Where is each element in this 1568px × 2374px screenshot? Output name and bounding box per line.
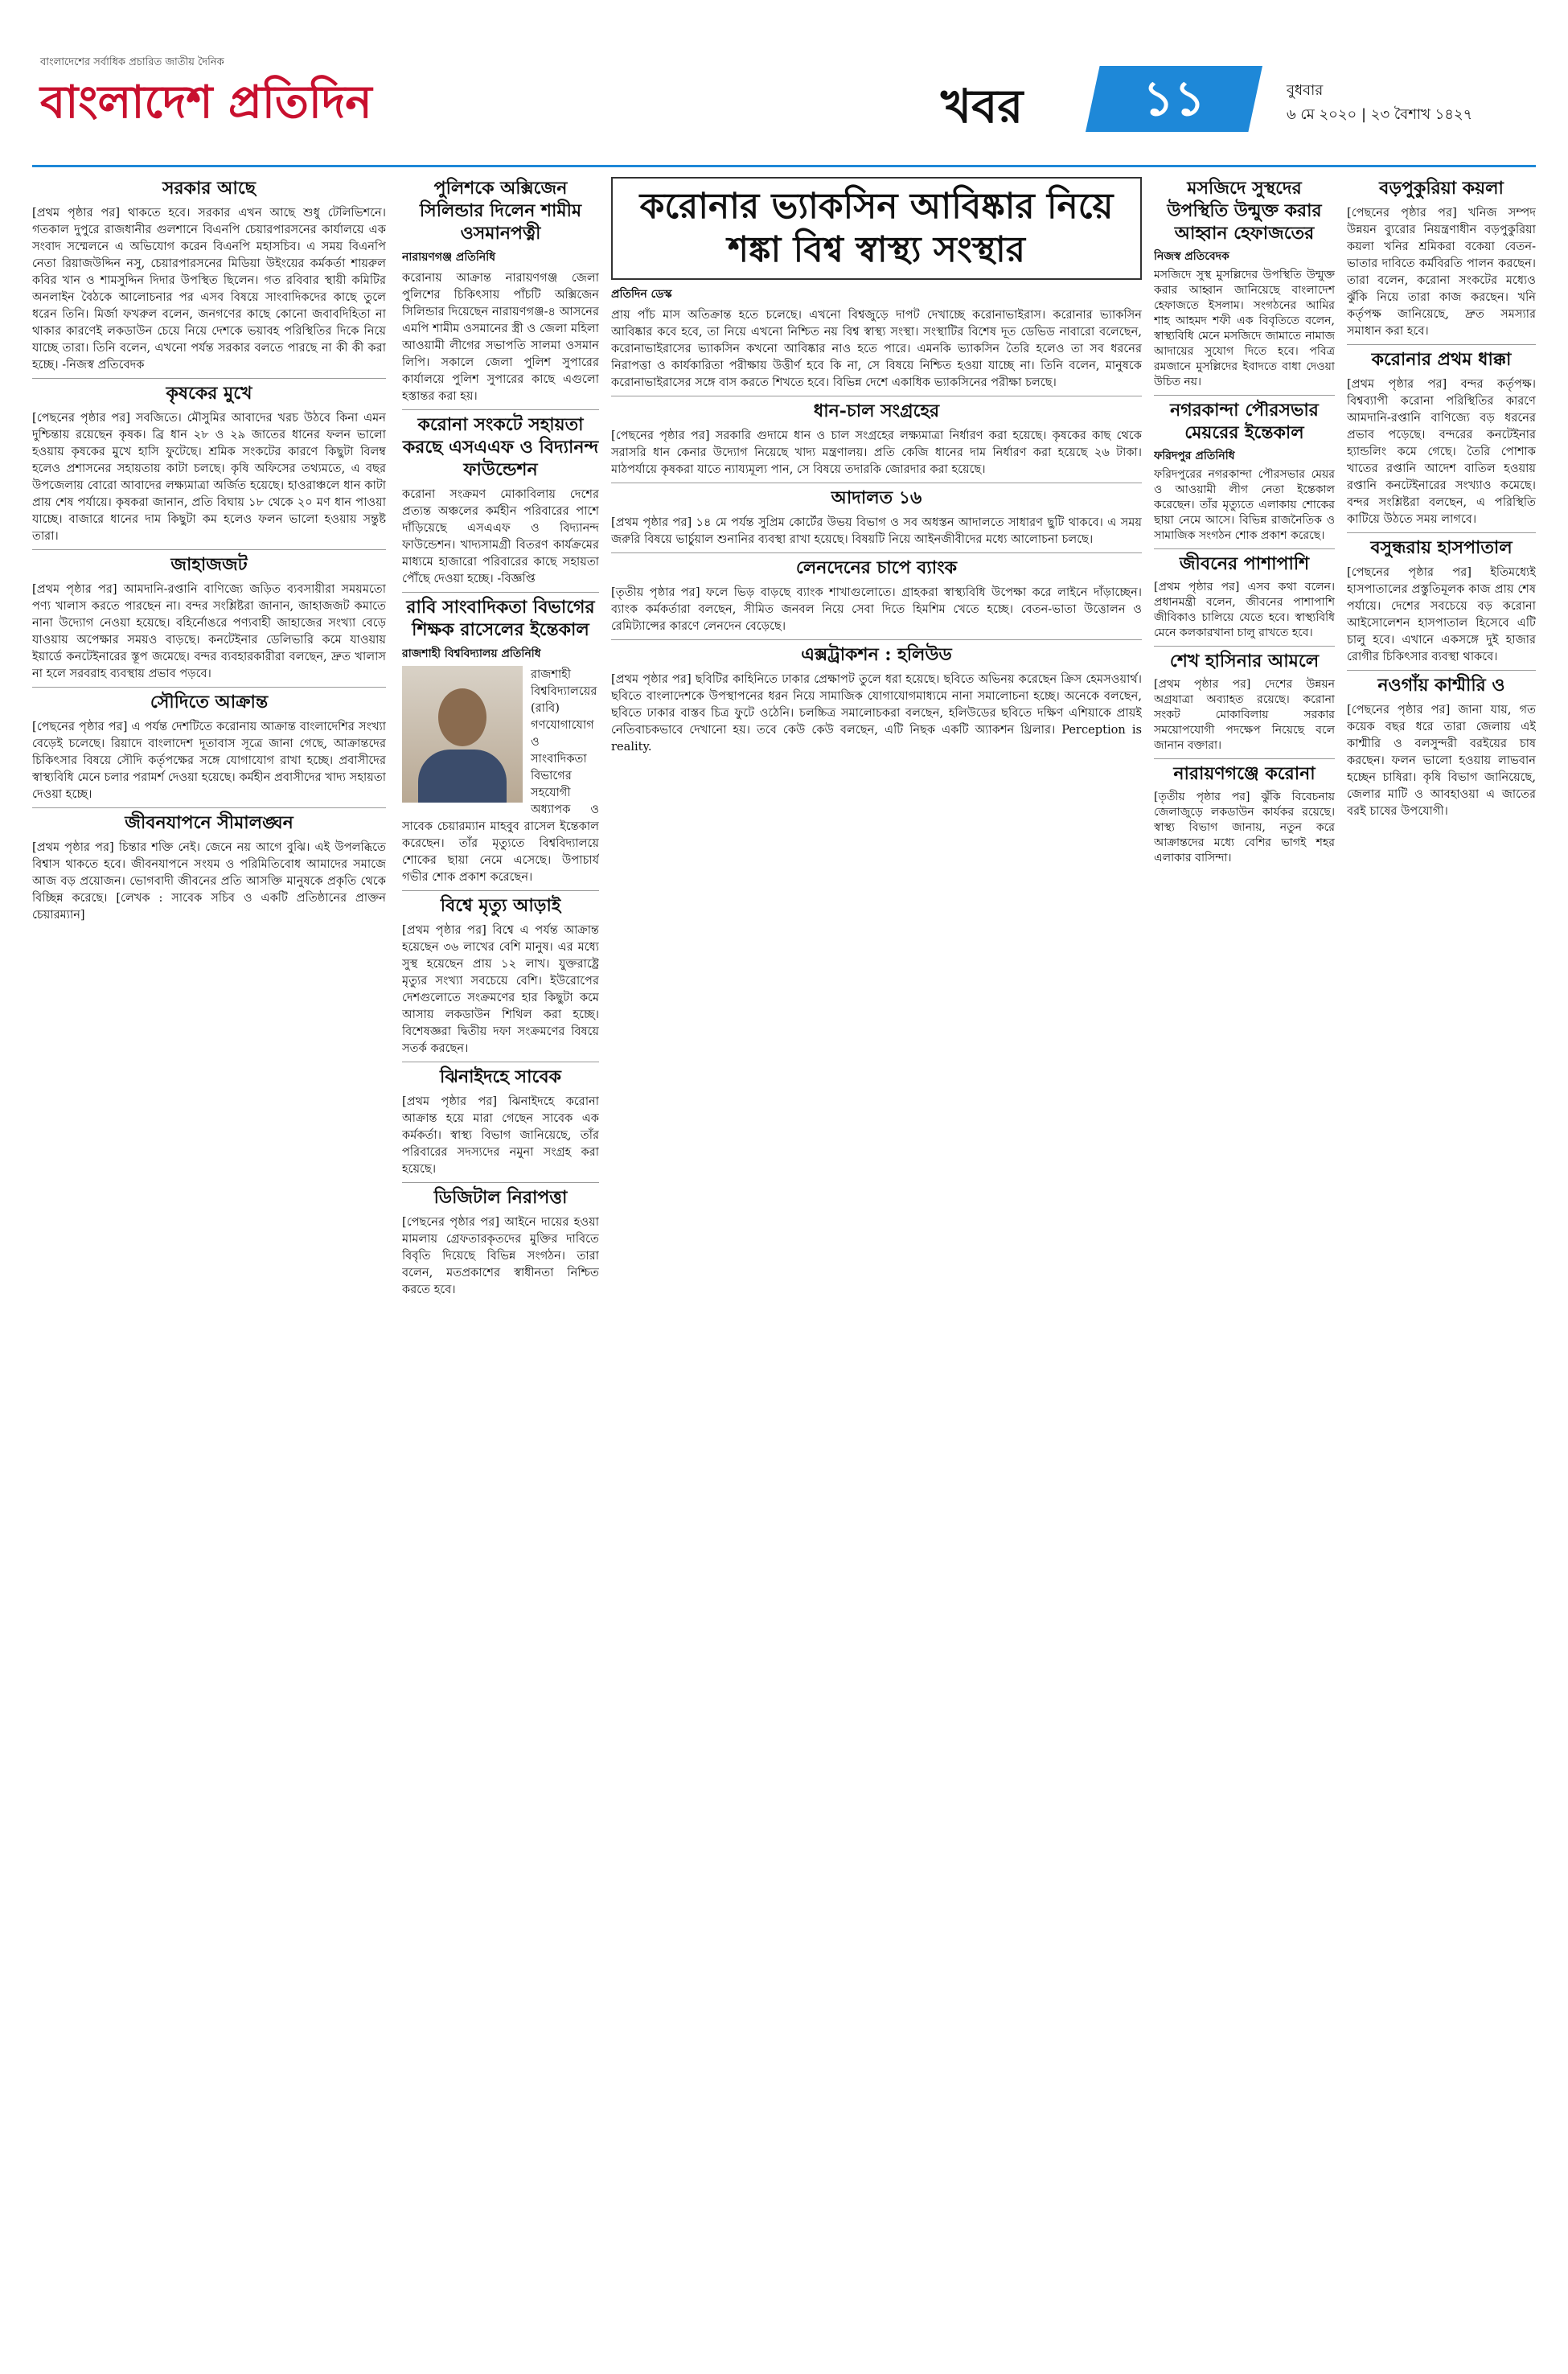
- column-5: [1347, 177, 1536, 2348]
- portrait-photo: [402, 666, 523, 803]
- headline-boropukuria[interactable]: বড়পুকুরিয়া কয়লা: [1379, 178, 1504, 199]
- article-body: করোনা সংক্রমণ মোকাবিলায় দেশের প্রত্যন্ত অঞ্চলের কর্মহীন পরিবারের পাশে দাঁড়িয়েছে এসএএফ ও বিদ্যানন্দ ফাউন্ডেশন। খাদ্যসামগ্রী বিতরণ কার্যক্রমের মাধ্যমে হাজারো পরিবারের কাছে সহায়তা পৌঁছে দেওয়া হচ্ছে। -বিজ্ঞপ্তি: [402, 487, 599, 585]
- headline-saf-foundation[interactable]: করোনা সংকটে সহায়তা করছে এসএএফ ও বিদ্যানন্দ ফাউন্ডেশন: [402, 409, 599, 481]
- masthead-rule: [32, 165, 1536, 167]
- article-body: মসজিদে সুস্থ মুসল্লিদের উপস্থিতি উন্মুক্ত করার আহ্বান জানিয়েছে বাংলাদেশ হেফাজতে ইসলাম। সংগঠনের আমির শাহ আহমদ শফী এক বিবৃতিতে বলেন, স্বাস্থ্যবিধি মেনে মসজিদে জামাতে নামাজ আদায়ের সুযোগ দিতে হবে। পবিত্র রমজানে মুসল্লিদের ইবাদতে বাধা দেওয়া উচিত নয়।: [1154, 269, 1335, 388]
- byline: নারায়ণগঞ্জ প্রতিনিধি: [402, 251, 496, 264]
- article-body: [পেছনের পৃষ্ঠার পর] খনিজ সম্পদ উন্নয়ন ব্যুরোর নিয়ন্ত্রণাধীন বড়পুকুরিয়া কয়লা খনির শ্রমিকরা বকেয়া বেতন-ভাতার দাবিতে কর্মবিরতি পালন করছেন। তারা বলেন, করোনা সংকটের মধ্যেও ঝুঁকি নিয়ে তারা কাজ করছেন। খনি কর্তৃপক্ষ জানিয়েছে, দ্রুত সমস্যার সমাধান করা হবে।: [1347, 206, 1536, 338]
- headline-rabi-teacher[interactable]: রাবি সাংবাদিকতা বিভাগের শিক্ষক রাসেলের ইন্তেকাল: [402, 592, 599, 641]
- article-body: [তৃতীয় পৃষ্ঠার পর] ফলে ভিড় বাড়ছে ব্যাংক শাখাগুলোতে। গ্রাহকরা স্বাস্থ্যবিধি উপেক্ষা করে লাইনে দাঁড়াচ্ছেন। ব্যাংক কর্মকর্তারা বলছেন, সীমিত জনবল নিয়ে সেবা দিতে হিমশিম খেতে হচ্ছে। বেতন-ভাতা উত্তোলন ও রেমিট্যান্সের কারণে লেনদেন বেড়েছে।: [611, 585, 1142, 633]
- article-body: [প্রথম পৃষ্ঠার পর] দেশের উন্নয়ন অগ্রযাত্রা অব্যাহত রয়েছে। করোনা সংকট মোকাবিলায় সরকার সময়োপযোগী পদক্ষেপ নিয়েছে বলে জানান বক্তারা।: [1154, 678, 1335, 752]
- headline-krishoker-mukhe[interactable]: কৃষকের মুখে: [32, 378, 386, 405]
- column-3: [611, 177, 1142, 2348]
- headline-sheikh-hasina[interactable]: শেখ হাসিনার আমলে: [1154, 646, 1335, 672]
- headline-bishwe-mrittu[interactable]: বিশ্বে মৃত্যু আড়াই: [402, 890, 599, 917]
- article-body: [প্রথম পৃষ্ঠার পর] থাকতে হবে। সরকার এখন আছে শুধু টেলিভিশনে। গতকাল দুপুরে রাজধানীর গুলশানে বিএনপি চেয়ারপারসনের কার্যালয়ে এক সংবাদ সম্মেলনে এ অভিযোগ করেন বিএনপি মহাসচিব। এ সময় বিএনপি নেতা রিয়াজউদ্দিন নসু, চেয়ারপারসনের মিডিয়া উইংয়ের কর্মকর্তা শায়রুল কবির খান ও শামসুদ্দিন দিদার উপস্থিত ছিলেন। গত রবিবার স্থায়ী কমিটির অনলাইন বৈঠকে আলোচনার পর এসব বিষয়ে সাংবাদিকদের কাছে তুলে ধরেন তিনি। মির্জা ফখরুল বলেন, জনগণের কাছে কোনো জবাবদিহিতা না থাকার কারণেই লকডাউন চেয়ে নিয়ে দেশকে ভয়াবহ পরিস্থিতির দিকে নিয়ে যাচ্ছে তারা। তিনি বলেন, এখনো পর্যন্ত সরকার বলতে পারছে না কী কী করা হচ্ছে। -নিজস্ব প্রতিবেদক: [32, 206, 386, 372]
- headline-adalot[interactable]: আদালত ১৬: [611, 483, 1142, 509]
- article-body: রাজশাহী বিশ্ববিদ্যালয়ের (রাবি) গণযোগাযোগ ও সাংবাদিকতা বিভাগের সহযোগী অধ্যাপক ও সাবেক চেয়ারম্যান মাহবুব রাসেল ইন্তেকাল করেছেন। তাঁর মৃত্যুতে বিশ্ববিদ্যালয়ে শোকের ছায়া নেমে এসেছে। উপাচার্য গভীর শোক প্রকাশ করেছেন।: [402, 667, 599, 884]
- article-body: [প্রথম পৃষ্ঠার পর] বন্দর কর্তৃপক্ষ। বিশ্বব্যাপী করোনা পরিস্থিতির কারণে আমদানি-রপ্তানি বাণিজ্যে বড় ধরনের প্রভাব পড়েছে। বন্দরের কনটেইনার হ্যান্ডলিং কমে গেছে। তৈরি পোশাক খাতের রপ্তানি আদেশ বাতিল হওয়ায় রপ্তানি কনটেইনারের সংখ্যাও কমেছে। বন্দর সংশ্লিষ্টরা বলছেন, এ পরিস্থিতি কাটিয়ে উঠতে সময় লাগবে।: [1347, 377, 1536, 526]
- weekday: বুধবার: [1287, 82, 1324, 99]
- lead-headline[interactable]: করোনার ভ্যাকসিন আবিষ্কার নিয়ে শঙ্কা বিশ্ব স্বাস্থ্য সংস্থার: [639, 186, 1114, 270]
- article-body: [প্রথম পৃষ্ঠার পর] ছবিটির কাহিনিতে ঢাকার প্রেক্ষাপট তুলে ধরা হয়েছে। ছবিতে অভিনয় করেছেন ক্রিস হেমসওয়ার্থ। ছবিতে বাংলাদেশকে উপস্থাপনের ধরন নিয়ে সামাজিক যোগাযোগমাধ্যমে নানা সমালোচনা হচ্ছে। অনেকে বলছেন, ছবিতে ঢাকার বাস্তব চিত্র ফুটে ওঠেনি। চলচ্চিত্র সমালোচকরা বলছেন, হলিউডের ছবিতে দক্ষিণ এশিয়াকে প্রায়ই নেতিবাচকভাবে দেখানো হয়। তবে কেউ কেউ বলছেন, এটি নিছক একটি অ্যাকশন থ্রিলার। Perception is reality.: [611, 672, 1142, 754]
- byline: নিজস্ব প্রতিবেদক: [1154, 250, 1229, 263]
- article-body: [প্রথম পৃষ্ঠার পর] ঝিনাইদহে করোনা আক্রান্ত হয়ে মারা গেছেন সাবেক এক কর্মকর্তা। স্বাস্থ্য বিভাগ জানিয়েছে, তাঁর পরিবারের সদস্যদের নমুনা সংগ্রহ করা হয়েছে।: [402, 1095, 599, 1176]
- article-body: [পেছনের পৃষ্ঠার পর] জানা যায়, গত কয়েক বছর ধরে তারা জেলায় এই কাশ্মীরি ও বলসুন্দরী বরইয়ের চাষ করছেন। ফলন ভালো হওয়ায় লাভবান হচ্ছেন চাষিরা। কৃষি বিভাগ জানিয়েছে, জেলার মাটি ও আবহাওয়া এ জাতের বরই চাষের উপযোগী।: [1347, 703, 1536, 818]
- masthead: [32, 48, 1536, 169]
- headline-narayanganj-corona[interactable]: নারায়ণগঞ্জে করোনা: [1154, 758, 1335, 785]
- headline-jiboner-pashapashi[interactable]: জীবনের পাশাপাশি: [1154, 548, 1335, 575]
- section-title: খবর: [941, 79, 1024, 133]
- headline-oxygen-cylinder[interactable]: পুলিশকে অক্সিজেন সিলিন্ডার দিলেন শামীম ওসমানপত্নী: [419, 178, 582, 244]
- column-2: [402, 177, 599, 2348]
- byline: রাজশাহী বিশ্ববিদ্যালয় প্রতিনিধি: [402, 647, 541, 660]
- headline-jahajjot[interactable]: জাহাজজট: [32, 549, 386, 576]
- article-body: [তৃতীয় পৃষ্ঠার পর] ঝুঁকি বিবেচনায় জেলাজুড়ে লকডাউন কার্যকর রয়েছে। স্বাস্থ্য বিভাগ জানায়, নতুন করে আক্রান্তদের মধ্যে বেশির ভাগই শহর এলাকার বাসিন্দা।: [1154, 791, 1335, 865]
- lead-story-box: [611, 177, 1142, 280]
- headline-bashundhara-hospital[interactable]: বসুন্ধরায় হাসপাতাল: [1347, 532, 1536, 559]
- page-number: ১১: [1143, 71, 1205, 127]
- article-body: করোনায় আক্রান্ত নারায়ণগঞ্জ জেলা পুলিশের চিকিৎসায় পাঁচটি অক্সিজেন সিলিন্ডার দিয়েছেন নারায়ণগঞ্জ-৪ আসনের এমপি শামীম ওসমানের স্ত্রী ও জেলা মহিলা আওয়ামী লীগের সভাপতি সালমা ওসমান লিপি। সকালে জেলা পুলিশ সুপারের কার্যালয়ে পুলিশ সুপারের কাছে এগুলো হস্তান্তর করা হয়।: [402, 271, 599, 403]
- article-body: [প্রথম পৃষ্ঠার পর] ১৪ মে পর্যন্ত সুপ্রিম কোর্টের উভয় বিভাগ ও সব অধস্তন আদালতে সাধারণ ছুটি থাকবে। এ সময় জরুরি বিষয়ে ভার্চুয়াল শুনানির ব্যবস্থা রাখা হয়েছে। বিষয়টি নিয়ে আইনজীবীদের মধ্যে আলোচনা চলছে।: [611, 515, 1142, 546]
- article-body: [পেছনের পৃষ্ঠার পর] আইনে দায়ের হওয়া মামলায় গ্রেফতারকৃতদের মুক্তির দাবিতে বিবৃতি দিয়েছে বিভিন্ন সংগঠন। তারা বলেন, মতপ্রকাশের স্বাধীনতা নিশ্চিত করতে হবে।: [402, 1215, 599, 1296]
- headline-jibonjapone[interactable]: জীবনযাপনে সীমালঙ্ঘন: [32, 807, 386, 834]
- article-body: প্রায় পাঁচ মাস অতিক্রান্ত হতে চলেছে। এখনো বিশ্বজুড়ে দাপট দেখাচ্ছে করোনাভাইরাস। করোনার ভ্যাকসিন আবিষ্কার কবে হবে, তা নিয়ে এখনো নিশ্চিত নয় বিশ্ব স্বাস্থ্য সংস্থা। সংস্থাটির বিশেষ দূত ডেভিড নাবারো বলেছেন, করোনাভাইরাসের ভ্যাকসিন কখনো আবিষ্কার নাও হতে পারে। এমনকি ভ্যাকসিন তৈরি হলেও তা সব ধরনের নিরাপত্তা ও কার্যকারিতা পরীক্ষায় উত্তীর্ণ হবে কি না, সে বিষয়ে নিশ্চিত হওয়া যাচ্ছে না। তিনি বলেন, মানুষকে করোনাভাইরাসের সঙ্গে বাস করতে শিখতে হবে। বিভিন্ন দেশে একাধিক ভ্যাকসিনের পরীক্ষা চলছে।: [611, 308, 1142, 389]
- article-body: [প্রথম পৃষ্ঠার পর] চিন্তার শক্তি নেই। জেনে নয় আগে বুঝি। এই উপলব্ধিতে বিশ্বাস থাকতে হবে। জীবনযাপনে সংযম ও পরিমিতিবোধ আমাদের সমাজে আজ বড় প্রয়োজন। ভোগবাদী জীবনের প্রতি আসক্তি মানুষকে প্রকৃতি থেকে বিচ্ছিন্ন করেছে। [লেখক : সাবেক সচিব ও একটি প্রতিষ্ঠানের প্রাক্তন চেয়ারম্যান]: [32, 840, 386, 922]
- issue-date: ৬ মে ২০২০ | ২৩ বৈশাখ ১৪২৭: [1287, 106, 1473, 123]
- headline-saudite-akranto[interactable]: সৌদিতে আক্রান্ত: [32, 687, 386, 713]
- logo-tagline: বাংলাদেশের সর্বাধিক প্রচারিত জাতীয় দৈনিক: [40, 56, 224, 68]
- article-body: ফরিদপুরের নগরকান্দা পৌরসভার মেয়র ও আওয়ামী লীগ নেতা ইন্তেকাল করেছেন। তাঁর মৃত্যুতে এলাকায় শোকের ছায়া নেমে আসে। বিভিন্ন রাজনৈতিক ও সামাজিক সংগঠন শোক প্রকাশ করেছে।: [1154, 468, 1335, 542]
- article-body: [পেছনের পৃষ্ঠার পর] সরকারি গুদামে ধান ও চাল সংগ্রহের লক্ষ্যমাত্রা নির্ধারণ করা হয়েছে। কৃষকের কাছ থেকে সরাসরি ধান কেনার উদ্যোগ নিয়েছে খাদ্য মন্ত্রণালয়। প্রতি কেজি ধানের দাম নির্ধারণ করা হয়েছে ২৬ টাকা। মাঠপর্যায়ে কৃষকরা যাতে ন্যায্যমূল্য পান, সে বিষয়ে তদারকি জোরদার করা হয়েছে।: [611, 429, 1142, 476]
- headline-lendener-chape[interactable]: লেনদেনের চাপে ব্যাংক: [611, 552, 1142, 579]
- headline-naogaon[interactable]: নওগাঁয় কাশ্মীরি ও: [1347, 670, 1536, 696]
- byline: প্রতিদিন ডেস্ক: [611, 288, 672, 301]
- headline-prothom-dhakka[interactable]: করোনার প্রথম ধাক্কা: [1347, 344, 1536, 371]
- column-1: [32, 177, 386, 2348]
- headline-sorkar-ache[interactable]: সরকার আছে: [162, 178, 256, 199]
- headline-jhenaidah[interactable]: ঝিনাইদহে সাবেক: [402, 1062, 599, 1088]
- column-4: [1154, 177, 1335, 2348]
- newspaper-logo[interactable]: বাংলাদেশ প্রতিদিন: [40, 76, 372, 129]
- byline: ফরিদপুর প্রতিনিধি: [1154, 450, 1235, 462]
- article-body: [প্রথম পৃষ্ঠার পর] এসব কথা বলেন। প্রধানমন্ত্রী বলেন, জীবনের পাশাপাশি জীবিকাও চালিয়ে যেতে হবে। স্বাস্থ্যবিধি মেনে কলকারখানা চালু রাখতে হবে।: [1154, 581, 1335, 639]
- article-body: [প্রথম পৃষ্ঠার পর] বিশ্বে এ পর্যন্ত আক্রান্ত হয়েছেন ৩৬ লাখের বেশি মানুষ। এর মধ্যে সুস্থ হয়েছেন প্রায় ১২ লাখ। যুক্তরাষ্ট্রে মৃত্যুর সংখ্যা সবচেয়ে বেশি। ইউরোপের দেশগুলোতে সংক্রমণের হার কিছুটা কমে আসায় লকডাউন শিথিল করা হচ্ছে। বিশেষজ্ঞরা দ্বিতীয় দফা সংক্রমণের বিষয়ে সতর্ক করছেন।: [402, 923, 599, 1055]
- article-body: [পেছনের পৃষ্ঠার পর] এ পর্যন্ত দেশটিতে করোনায় আক্রান্ত বাংলাদেশির সংখ্যা বেড়েই চলেছে। রিয়াদে বাংলাদেশ দূতাবাস সূত্রে জানা গেছে, আক্রান্তদের চিকিৎসার বিষয়ে সৌদি কর্তৃপক্ষের সঙ্গে যোগাযোগ রাখা হচ্ছে। প্রবাসীদের স্বাস্থ্যবিধি মেনে চলার পরামর্শ দেওয়া হয়েছে। কর্মহীন প্রবাসীদের খাদ্য সহায়তা দেওয়া হচ্ছে।: [32, 720, 386, 801]
- headline-mosjid[interactable]: মসজিদে সুস্থদের উপস্থিতি উন্মুক্ত করার আহ্বান হেফাজতের: [1167, 178, 1322, 244]
- article-body: [পেছনের পৃষ্ঠার পর] ইতিমধ্যেই হাসপাতালের প্রস্তুতিমূলক কাজ প্রায় শেষ পর্যায়ে। দেশের সবচেয়ে বড় করোনা আইসোলেশন হাসপাতাল হিসেবে এটি চালু হবে। এখানে একসঙ্গে দুই হাজার রোগীর চিকিৎসার ব্যবস্থা থাকবে।: [1347, 565, 1536, 663]
- headline-digital-nirapotta[interactable]: ডিজিটাল নিরাপত্তা: [402, 1182, 599, 1209]
- headline-dhan-chal[interactable]: ধান-চাল সংগ্রহের: [611, 396, 1142, 422]
- article-body: [প্রথম পৃষ্ঠার পর] আমদানি-রপ্তানি বাণিজ্যে জড়িত ব্যবসায়ীরা সময়মতো পণ্য খালাস করতে পারছেন না। বন্দর সংশ্লিষ্টরা জানান, জাহাজজট কমাতে নানা উদ্যোগ নেওয়া হয়েছে। বহির্নোঙরে পণ্যবাহী জাহাজের সংখ্যা বেড়ে যাওয়ায় অপেক্ষার সময়ও বাড়ছে। কনটেইনার ডেলিভারি কমে যাওয়ায় ইয়ার্ডে কনটেইনারের স্তূপ জমেছে। বন্দর ব্যবহারকারীরা বলছেন, দ্রুত খালাস না হলে সরবরাহ ব্যবস্থায় প্রভাব পড়বে।: [32, 582, 386, 680]
- article-body: [পেছনের পৃষ্ঠার পর] সবজিতে। মৌসুমির আবাদের খরচ উঠবে কিনা এমন দুশ্চিন্তায় রয়েছেন কৃষক। ব্রি ধান ২৮ ও ২৯ জাতের ধানের ফলন ভালো হওয়ায় কৃষকের মুখে হাসি ফুটেছে। শ্রমিক সংকটের কারণে কিছুটা বিলম্ব হলেও প্রশাসনের সহায়তায় কাটা চলছে। কৃষি অফিসের তথ্যমতে, এ বছর উপজেলায় বোরো আবাদের লক্ষ্যমাত্রা অর্জিত হয়েছে। হাওরাঞ্চলে ধান কাটা প্রায় শেষ পর্যায়ে। কৃষকরা জানান, প্রতি বিঘায় ১৮ থেকে ২০ মণ ধান পাওয়া যাচ্ছে। বাজারে ধানের দাম কিছুটা কম হলেও ফলন ভালো হওয়ায় সন্তুষ্ট তারা।: [32, 411, 386, 543]
- headline-nagarkanda[interactable]: নগরকান্দা পৌরসভার মেয়রের ইন্তেকাল: [1154, 395, 1335, 444]
- headline-extraction[interactable]: এক্সট্রাকশন : হলিউড: [611, 639, 1142, 666]
